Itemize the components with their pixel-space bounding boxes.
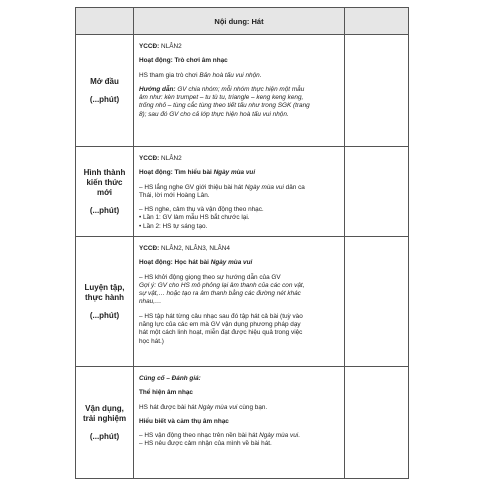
text: năng lực của các em mà GV vận dụng phương pháp dạy [139, 321, 301, 329]
list-item: • Lần 1: GV làm mẫu HS bắt chước lại. [139, 214, 250, 222]
text: HS hát được bài hát [139, 403, 199, 411]
yccd-label: YCCĐ: [139, 155, 160, 162]
stage-time: (...phút) [89, 310, 120, 320]
table-header-row [76, 8, 409, 35]
sub-heading: Thể hiện âm nhạc [139, 389, 193, 397]
text: HS tham gia trò chơi [139, 71, 200, 79]
header-title: Nội dung: Hát [134, 8, 345, 35]
empty-cell [345, 147, 409, 237]
table-row [76, 237, 409, 367]
sub-heading: Hiểu biết và cảm thụ âm nhạc [139, 417, 229, 425]
text: – HS tập hát từng câu nhạc sau đó tập hát cả bài (tuỳ vào [139, 312, 303, 320]
text: – HS khởi động giọng theo sự hướng dẫn của GV [139, 273, 281, 281]
hint-text: trống nhỏ – tùng cắc tùng theo tiết tấu như trong SGK (trang [139, 102, 310, 110]
content-cell [134, 35, 345, 147]
yccd-label: YCCĐ: [139, 245, 160, 252]
empty-cell [345, 35, 409, 147]
stage-title: thực hành [84, 292, 125, 302]
stage-cell [76, 147, 134, 237]
text: Thái, lời mới Hoàng Lân. [139, 191, 210, 199]
stage-time: (...phút) [89, 431, 120, 441]
song-title: Ngày mùa vui [259, 432, 299, 440]
yccd-value: NLÂN2 [159, 43, 182, 50]
song-title: Ngày mùa vui [198, 403, 238, 411]
text: cùng bạn. [237, 403, 268, 411]
song-title: Ngày mùa vui [244, 183, 284, 191]
activity-label: Hoạt động: Học hát bài [139, 259, 211, 267]
activity-value: Trò chơi âm nhạc [172, 57, 228, 65]
text: . [259, 71, 262, 79]
yccd-label: YCCĐ: [139, 43, 160, 50]
header-spacer-left [76, 8, 134, 35]
list-item: • Lần 2: HS tự sáng tạo. [139, 222, 208, 230]
table-row [76, 147, 409, 237]
table-row [76, 367, 409, 479]
hint-text: nhau,… [139, 298, 162, 306]
stage-cell [76, 237, 134, 367]
content-cell [134, 367, 345, 479]
stage-title: Mở đầu [90, 76, 119, 86]
text: . [298, 432, 300, 440]
stage-title: kiến thức [86, 177, 123, 187]
header-spacer-right [345, 8, 409, 35]
yccd-value: NLÂN2 [159, 155, 182, 162]
text: học hát.) [139, 337, 164, 345]
section-heading: Củng cố – Đánh giá: [139, 375, 201, 382]
text: – HS lắng nghe GV giới thiệu bài hát [139, 183, 245, 191]
hint-label: Hướng dẫn: [139, 85, 176, 93]
stage-title: mới [96, 187, 113, 197]
hint-text: âm như: kèn trumpet – tu tù tu, triangle – keng keng keng, [139, 94, 304, 102]
song-title: Bản hoà tấu vui nhộn [199, 71, 260, 79]
stage-time: (...phút) [89, 205, 120, 215]
song-title: Ngày mùa vui [213, 169, 256, 177]
stage-time: (...phút) [89, 94, 120, 104]
activity-label: Hoạt động: Tìm hiểu bài [139, 169, 214, 177]
hint-text: sự vật,… hoặc tạo ra âm thanh bằng các đường nét khác [139, 290, 301, 298]
stage-title: Vận dụng, [85, 403, 124, 413]
hint-text: GV chia nhóm; mỗi nhóm thực hiện một mẫu [175, 85, 305, 93]
stage-cell [76, 367, 134, 479]
content-cell [134, 147, 345, 237]
text: hát một cách linh hoạt, miễn đạt được hiệu quả trong việc [139, 329, 303, 337]
empty-cell [345, 367, 409, 479]
text: – HS vận động theo nhạc trên nền bài hát [139, 432, 260, 440]
table-row [76, 35, 409, 147]
content-cell [134, 237, 345, 367]
stage-cell [76, 35, 134, 147]
lesson-plan-table [75, 7, 409, 479]
yccd-value: NLÂN2, NLÂN3, NLÂN4 [159, 245, 230, 252]
hint-text: 8); sau đó GV cho cả lớp thực hiện hoà tấu vui nhộn. [139, 110, 289, 118]
text: – HS nghe, cảm thụ và vận động theo nhạc. [139, 206, 264, 214]
hint-text: Gợi ý: GV cho HS mô phỏng lại âm thanh của các con vật, [139, 281, 305, 289]
activity-label: Hoạt động: [139, 57, 173, 65]
stage-title: Hình thành [83, 167, 126, 177]
text: – HS nêu được cảm nhận của mình về bài hát. [139, 440, 272, 448]
song-title: Ngày mùa vui [210, 259, 253, 267]
text: dân ca [283, 183, 305, 191]
stage-title: Luyện tập, [84, 282, 125, 292]
stage-title: trải nghiệm [82, 413, 127, 423]
empty-cell [345, 237, 409, 367]
